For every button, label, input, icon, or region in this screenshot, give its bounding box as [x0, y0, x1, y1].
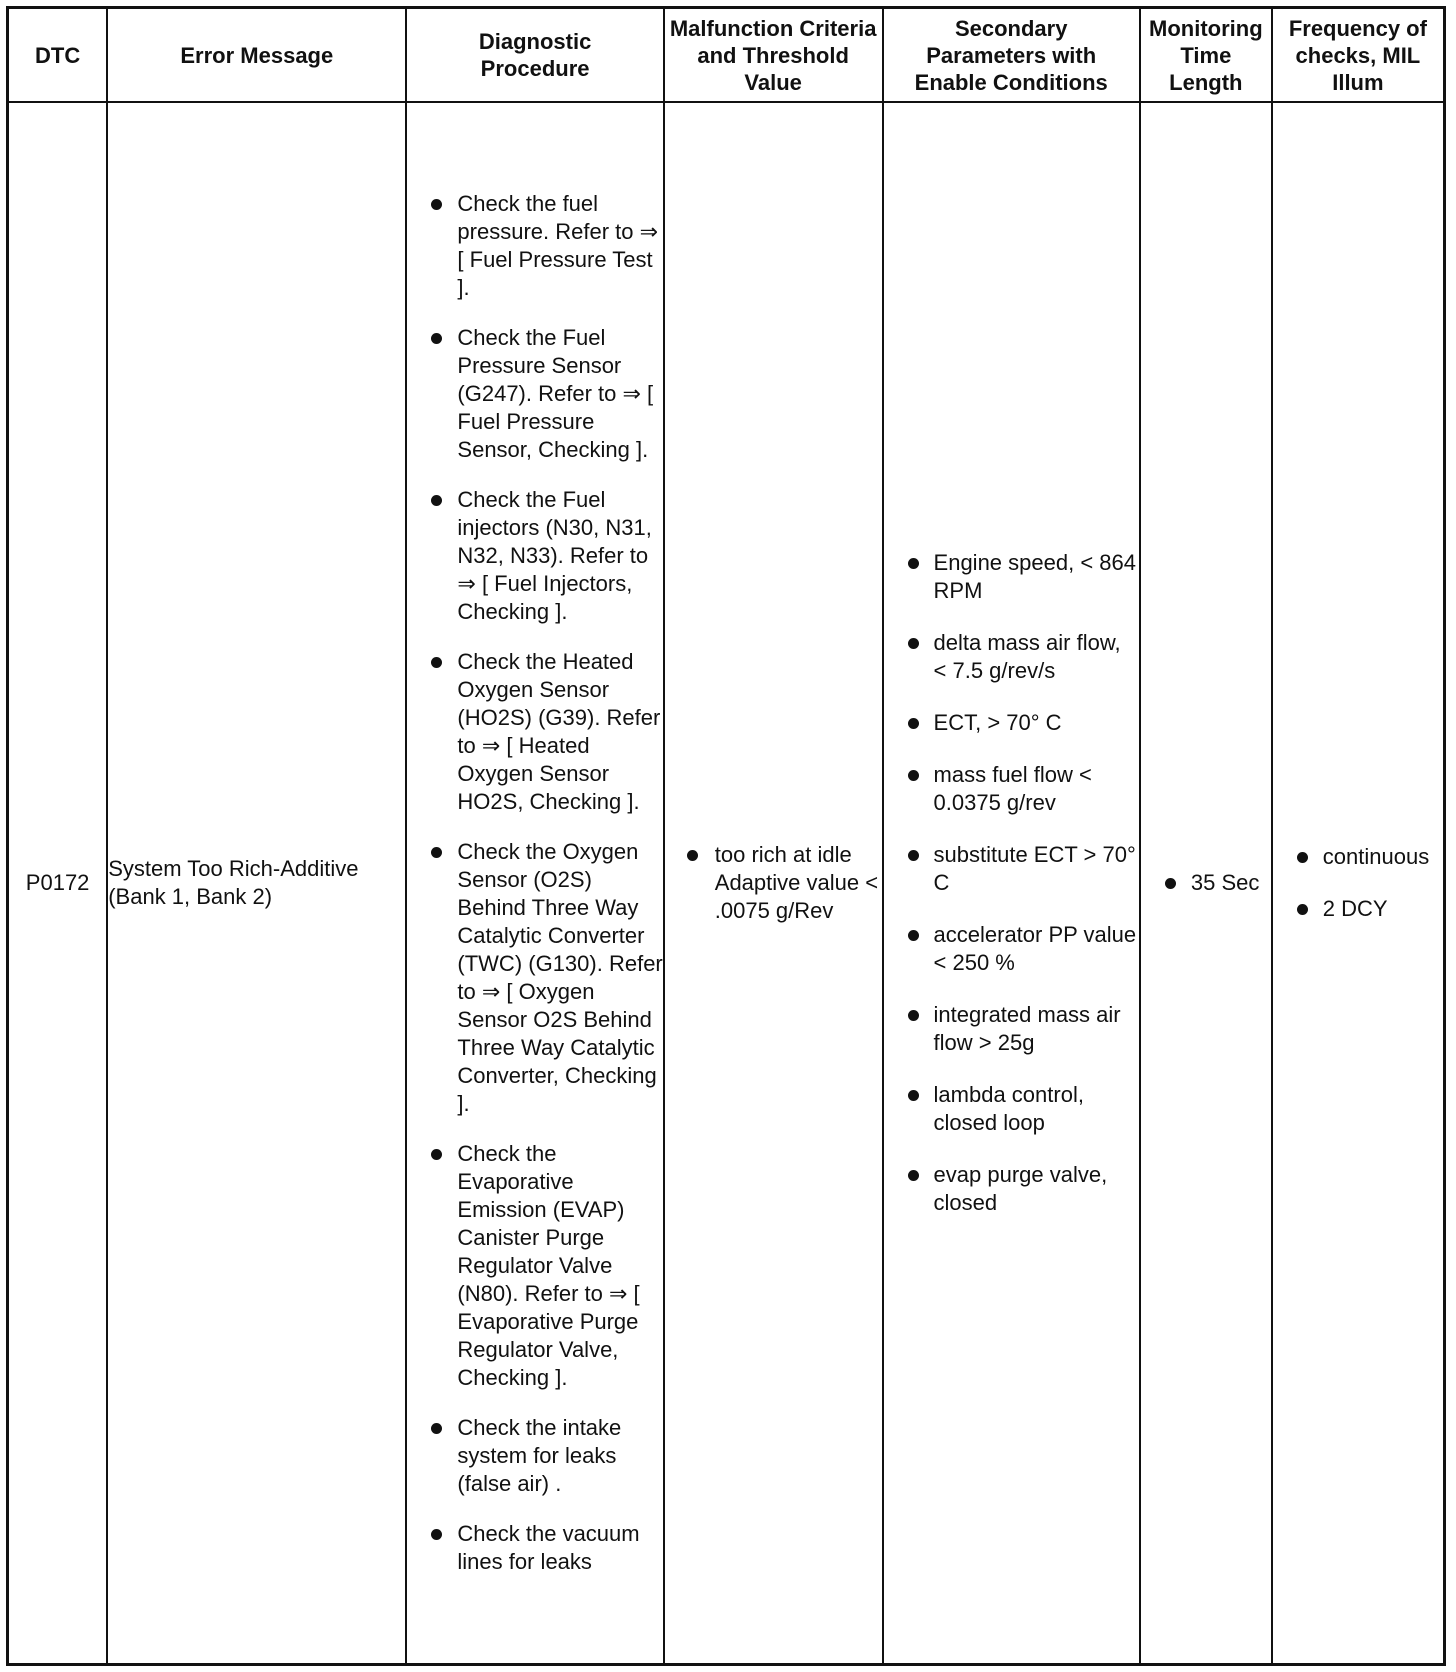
frequency-item — [1273, 895, 1443, 923]
bullet-icon — [908, 1010, 919, 1021]
bullet-icon — [431, 657, 442, 668]
secondary-text: mass fuel flow < 0.0375 g/rev — [933, 762, 1092, 815]
bullet-icon — [431, 333, 442, 344]
table-header — [8, 8, 1445, 103]
bullet-icon — [1165, 878, 1176, 889]
bullet-icon — [908, 770, 919, 781]
cell-error-message: System Too Rich-Additive (Bank 1, Bank 2) — [107, 102, 406, 1665]
frequency-text: 2 DCY — [1322, 896, 1388, 921]
procedure-text: Check the Fuel Pressure Sensor (G247). Refer to ⇒ [ Fuel Pressure Sensor, Checking ]. — [457, 325, 654, 462]
bullet-icon — [431, 495, 442, 506]
monitoring-item — [1141, 869, 1271, 897]
procedure-list — [407, 190, 662, 1576]
bullet-icon — [431, 199, 442, 210]
secondary-item — [884, 841, 1139, 897]
bullet-icon — [908, 558, 919, 569]
monitoring-text: 35 Sec — [1190, 870, 1260, 895]
secondary-item — [884, 761, 1139, 817]
procedure-text: Check the vacuum lines for leaks — [457, 1521, 640, 1574]
header-monitoring-time: Monitoring Time Length — [1140, 8, 1272, 103]
secondary-text: Engine speed, < 864 RPM — [933, 550, 1136, 603]
cell-dtc: P0172 — [8, 102, 108, 1665]
secondary-item — [884, 709, 1139, 737]
secondary-item — [884, 549, 1139, 605]
bullet-icon — [908, 1170, 919, 1181]
criteria-list — [665, 841, 882, 925]
secondary-text: delta mass air flow, < 7.5 g/rev/s — [933, 630, 1121, 683]
secondary-item — [884, 1161, 1139, 1217]
secondary-text: integrated mass air flow > 25g — [933, 1002, 1121, 1055]
secondary-text: lambda control, closed loop — [933, 1082, 1084, 1135]
bullet-icon — [1297, 904, 1308, 915]
procedure-item — [407, 1140, 662, 1392]
bullet-icon — [908, 718, 919, 729]
procedure-text: Check the fuel pressure. Refer to ⇒ [ Fuel Pressure Test ]. — [457, 191, 659, 300]
procedure-text: Check the Fuel injectors (N30, N31, N32, N33). Refer to ⇒ [ Fuel Injectors, Checking ]. — [457, 487, 652, 624]
header-error-message: Error Message — [107, 8, 406, 103]
procedure-item — [407, 486, 662, 626]
bullet-icon — [908, 1090, 919, 1101]
procedure-item — [407, 838, 662, 1118]
cell-diagnostic-procedure — [406, 102, 663, 1665]
criteria-item — [665, 841, 882, 925]
bullet-icon — [687, 850, 698, 861]
procedure-item — [407, 324, 662, 464]
header-frequency: Frequency of checks, MIL Illum — [1272, 8, 1445, 103]
procedure-item — [407, 1414, 662, 1498]
procedure-item — [407, 190, 662, 302]
criteria-text: too rich at idle Adaptive value < .0075 g/Rev — [714, 842, 879, 923]
secondary-text: substitute ECT > 70° C — [933, 842, 1136, 895]
frequency-list — [1273, 843, 1443, 923]
secondary-item — [884, 1001, 1139, 1057]
cell-monitoring-time — [1140, 102, 1272, 1665]
dtc-table — [6, 6, 1446, 1666]
secondary-list — [884, 549, 1139, 1217]
header-malfunction-criteria: Malfunction Criteria and Threshold Value — [664, 8, 883, 103]
secondary-item — [884, 1081, 1139, 1137]
procedure-item — [407, 1520, 662, 1576]
secondary-text: ECT, > 70° C — [933, 710, 1062, 735]
bullet-icon — [1297, 852, 1308, 863]
secondary-text: evap purge valve, closed — [933, 1162, 1108, 1215]
bullet-icon — [431, 847, 442, 858]
bullet-icon — [908, 638, 919, 649]
bullet-icon — [431, 1423, 442, 1434]
bullet-icon — [431, 1529, 442, 1540]
secondary-item — [884, 629, 1139, 685]
table-row — [8, 102, 1445, 1665]
header-diagnostic-procedure: Diagnostic Procedure — [406, 8, 663, 103]
frequency-item — [1273, 843, 1443, 871]
procedure-text: Check the Evaporative Emission (EVAP) Canister Purge Regulator Valve (N80). Refer to ⇒ [ Evaporative Purge Regulator Valve, Checking ]. — [457, 1141, 640, 1390]
frequency-text: continuous — [1322, 844, 1430, 869]
header-row — [8, 8, 1445, 103]
procedure-text: Check the Heated Oxygen Sensor (HO2S) (G39). Refer to ⇒ [ Heated Oxygen Sensor HO2S, Checking ]. — [457, 649, 661, 814]
cell-frequency — [1272, 102, 1445, 1665]
cell-secondary-parameters — [883, 102, 1140, 1665]
bullet-icon — [908, 850, 919, 861]
header-dtc: DTC — [8, 8, 108, 103]
secondary-text: accelerator PP value < 250 % — [933, 922, 1137, 975]
secondary-item — [884, 921, 1139, 977]
monitoring-list — [1141, 869, 1271, 897]
table-body — [8, 102, 1445, 1665]
procedure-item — [407, 648, 662, 816]
cell-malfunction-criteria — [664, 102, 883, 1665]
bullet-icon — [908, 930, 919, 941]
procedure-text: Check the intake system for leaks (false air) . — [457, 1415, 622, 1496]
procedure-text: Check the Oxygen Sensor (O2S) Behind Three Way Catalytic Converter (TWC) (G130). Refer to ⇒ [ Oxygen Sensor O2S Behind Three Way Catalytic Converter, Checking ]. — [457, 839, 663, 1116]
bullet-icon — [431, 1149, 442, 1160]
header-secondary-parameters: Secondary Parameters with Enable Conditions — [883, 8, 1140, 103]
